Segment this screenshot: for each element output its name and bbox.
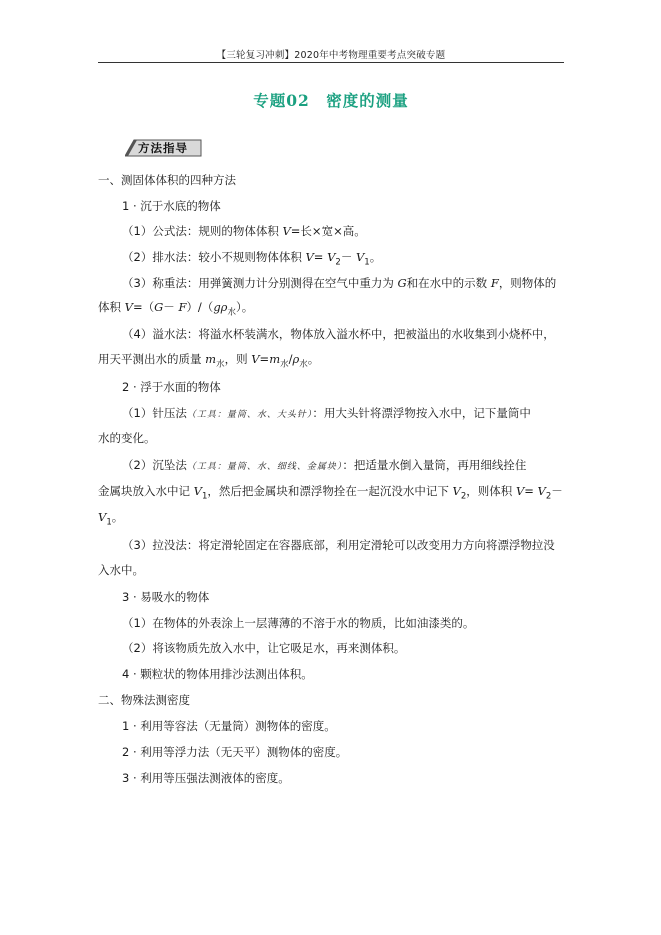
method-pull-down-cont: 入水中。 xyxy=(98,563,144,577)
running-header: 【三轮复习冲刺】2020年中考物理重要考点突破专题 xyxy=(216,50,446,61)
heading-special-density: 二、物殊法测密度 xyxy=(98,693,190,707)
method-overflow-cont: 用天平测出水的质量 $m_水$，则 $V=m_水/\rho_水$。 xyxy=(98,352,320,370)
absorbent-method-1: （1）在物体的外表涂上一层薄薄的不溶于水的物质，比如油漆类的。 xyxy=(122,616,475,630)
method-needle-press: （1）针压法（工具：量筒、水、大头针）：用大头针将漂浮物按入水中，记下量筒中 xyxy=(122,406,531,420)
page-title: 专题02 密度的测量 xyxy=(253,91,409,110)
section-tag-label: 方法指导 xyxy=(138,141,188,155)
section-tag xyxy=(125,139,203,157)
subheading-granular-objects: 4 · 颗粒状的物体用排沙法测出体积。 xyxy=(122,667,313,681)
method-sinker-cont2: $V_1$。 xyxy=(98,510,124,528)
heading-solid-volume: 一、测固体体积的四种方法 xyxy=(98,173,236,187)
method-weighing-cont: 体积 $V=(G- F)/(g\rho_水)$。 xyxy=(98,300,254,318)
method-sinker-cont: 金属块放入水中记 $V_1$，然后把金属块和漂浮物拴在一起沉没水中记下 $V_2$，则体积 $V= V_2-$ xyxy=(98,484,563,502)
method-needle-press-cont: 水的变化。 xyxy=(98,431,156,445)
method-displacement: （2）排水法：较小不规则物体体积 $V= V_2- V_1$。 xyxy=(122,250,382,268)
method-sinker: （2）沉坠法（工具：量筒、水、细线、金属块）：把适量水倒入量筒，再用细线拴住 xyxy=(122,458,527,472)
special-method-2: 2 · 利用等浮力法（无天平）测物体的密度。 xyxy=(122,745,348,759)
method-pull-down: （3）拉没法：将定滑轮固定在容器底部，利用定滑轮可以改变用力方向将漂浮物拉没 xyxy=(122,538,555,552)
header-rule xyxy=(98,62,564,63)
absorbent-method-2: （2）将该物质先放入水中，让它吸足水，再来测体积。 xyxy=(122,641,406,655)
subheading-floating-objects: 2 · 浮于水面的物体 xyxy=(122,380,221,394)
method-weighing: （3）称重法：用弹簧测力计分别测得在空气中重力为 G和在水中的示数 F，则物体的 xyxy=(122,276,557,290)
subheading-sinking-objects: 1 · 沉于水底的物体 xyxy=(122,199,221,213)
method-formula: （1）公式法：规则的物体体积 V=长×宽×高。 xyxy=(122,224,366,238)
method-overflow: （4）溢水法：将溢水杯装满水，物体放入溢水杯中，把被溢出的水收集到小烧杯中， xyxy=(122,327,555,341)
special-method-3: 3 · 利用等压强法测液体的密度。 xyxy=(122,771,290,785)
special-method-1: 1 · 利用等容法（无量筒）测物体的密度。 xyxy=(122,719,336,733)
subheading-absorbent-objects: 3 · 易吸水的物体 xyxy=(122,590,210,604)
